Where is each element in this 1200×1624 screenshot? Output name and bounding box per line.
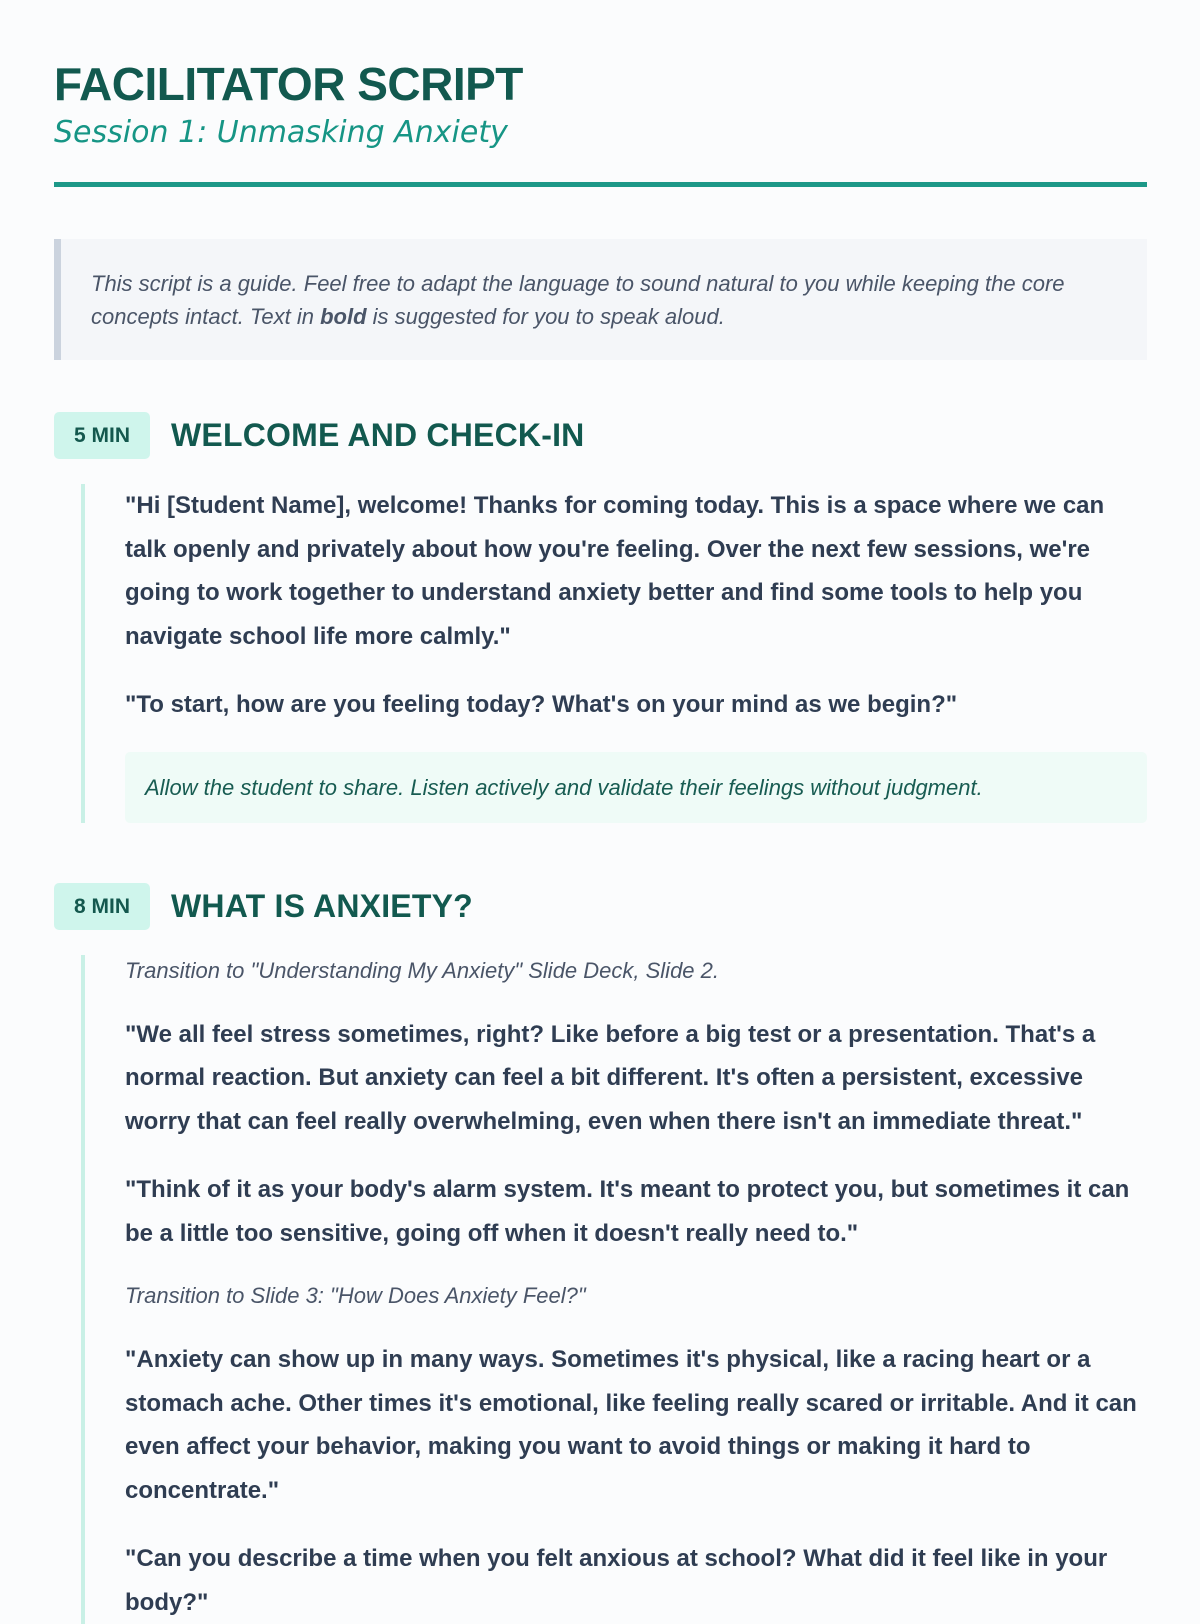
time-badge: 5 MIN: [54, 412, 150, 459]
page-title: FACILITATOR SCRIPT: [54, 56, 1147, 112]
note-text-start: This script is a guide. Feel free to adapt the language to sound natural to you while keeping the core concepts intact. Text in: [91, 271, 1065, 329]
spoken-line: "To start, how are you feeling today? What's on your mind as we begin?": [125, 683, 1147, 727]
section-header: [54, 412, 1147, 459]
spoken-line: "Hi [Student Name], welcome! Thanks for coming today. This is a space where we can talk openly and privately about how you're feeling. Over the next few sessions, we're going to work together to understand anxiety better and find some tools to help you navigate school life more calmly.": [125, 484, 1147, 658]
facilitator-tip: Allow the student to share. Listen actively and validate their feelings without judgment.: [125, 752, 1147, 823]
section-title: WELCOME AND CHECK-IN: [171, 417, 584, 454]
header-divider: [54, 182, 1147, 187]
facilitator-note: [54, 239, 1147, 360]
section-what-is-anxiety: [54, 883, 1147, 1624]
section-header: [54, 883, 1147, 930]
section-body: [81, 484, 1147, 823]
note-bold-word: bold: [320, 304, 366, 329]
spoken-line: "Can you describe a time when you felt anxious at school? What did it feel like in your body?": [125, 1537, 1147, 1624]
slide-transition-cue: Transition to Slide 3: "How Does Anxiety Feel?": [125, 1280, 1147, 1312]
section-title: WHAT IS ANXIETY?: [171, 888, 473, 925]
spoken-line: "Anxiety can show up in many ways. Sometimes it's physical, like a racing heart or a stomach ache. Other times it's emotional, like feeling really scared or irritable. And it can even affect your behavior, making you want to avoid things or making it hard to concentrate.": [125, 1338, 1147, 1512]
spoken-line: "We all feel stress sometimes, right? Like before a big test or a presentation. That's a normal reaction. But anxiety can feel a bit different. It's often a persistent, excessive worry that can feel really overwhelming, even when there isn't an immediate threat.": [125, 1013, 1147, 1144]
note-text-end: is suggested for you to speak aloud.: [367, 304, 725, 329]
section-welcome-check-in: [54, 412, 1147, 823]
document-header: [54, 56, 1147, 187]
section-body: [81, 955, 1147, 1624]
slide-transition-cue: Transition to "Understanding My Anxiety" Slide Deck, Slide 2.: [125, 955, 1147, 987]
time-badge: 8 MIN: [54, 883, 150, 930]
spoken-line: "Think of it as your body's alarm system. It's meant to protect you, but sometimes it can be a little too sensitive, going off when it doesn't really need to.": [125, 1168, 1147, 1255]
session-subtitle: Session 1: Unmasking Anxiety: [54, 112, 1147, 154]
